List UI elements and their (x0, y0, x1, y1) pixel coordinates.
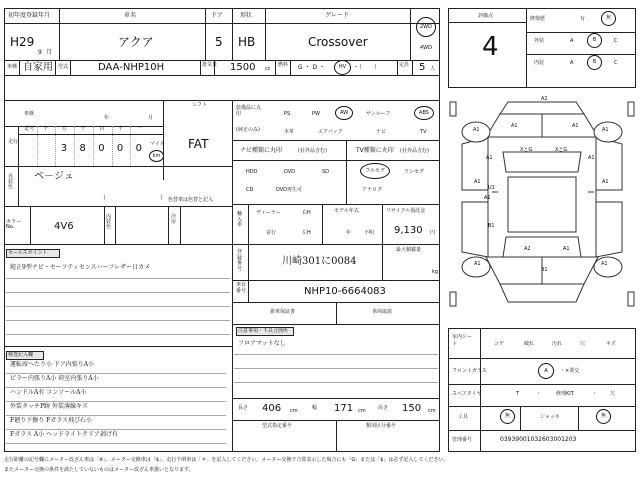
color-code: 4V6 (54, 221, 74, 232)
tv-label: TV種類に丸印 (356, 147, 394, 154)
navi-hdd: HDD (246, 169, 258, 175)
capacity: 5 (419, 62, 426, 73)
equip-abs-circle (414, 106, 434, 120)
navi-sub: (社外品含む) (298, 148, 327, 154)
mark-a1-front-l: A1 (486, 155, 493, 161)
mark-a1-hood-r: A1 (572, 123, 579, 129)
mileage-digit: 3 (60, 143, 68, 154)
equip-tv: TV (420, 129, 427, 135)
month-unit: 月 (46, 49, 53, 56)
width-value: 171 (334, 403, 354, 414)
inspector-line: Fガラス A小 ヘッドライトクリア剥げ有 (10, 431, 118, 438)
mileage-header: 十 (43, 126, 49, 132)
km-circle (149, 150, 164, 162)
drive-2wd-circle (416, 17, 436, 37)
equip-sunroof: サンルーフ (366, 111, 391, 117)
spare-tire-label: スペアタイヤ (452, 391, 482, 397)
displacement: 1500 (230, 62, 256, 73)
front-glass-circle (538, 363, 554, 379)
inspector-line: F廻り下擦り Fガラス飛び石小 (10, 417, 93, 424)
footer-line2: またメーター交換の条件を満たしていないものはメーター改ざん車扱いとなります。 (4, 467, 194, 473)
color-code-label: カラーNo. (6, 219, 22, 230)
inspector-line: 運転席へたり小 ドア内張りA小 (10, 361, 95, 368)
int-b: B (592, 59, 597, 65)
height-value: 150 (402, 403, 422, 414)
mark-b1-mid: B1 (488, 223, 495, 229)
navi-label: ナビ種類に丸印 (240, 147, 283, 154)
mark-u1: U1 (488, 185, 495, 191)
type-label: 型式 (58, 64, 69, 70)
grade-label: グレード (325, 12, 350, 19)
sheet-burn: コゲ (494, 341, 505, 347)
spare-dot1: ・ (536, 391, 542, 397)
mile-unit: マイル (150, 141, 165, 147)
int-b-circle (587, 55, 602, 70)
sheet-scratch: キズ (606, 341, 616, 347)
inspector-label: 検査記入欄 (8, 352, 34, 358)
recycle-unit: 円 (430, 230, 436, 236)
front-glass-extra: ・×要交 (560, 368, 580, 374)
displacement-label: 排気量 (202, 62, 218, 68)
import-label: 輸入車 (237, 211, 243, 228)
ext-label: 外装 (534, 38, 545, 44)
jack-label: ジャッキ (540, 414, 560, 420)
fuel-paren: ・（ ） (353, 64, 381, 71)
navi-cd: CD (246, 187, 254, 193)
color-value: ペ－ジュ (34, 171, 74, 182)
mileage-header: 記号 (24, 126, 35, 132)
drive-2wd: 2WD (420, 24, 432, 30)
fuel-label: 燃料 (278, 62, 289, 68)
model-year-unit: 年 (346, 230, 352, 236)
mark-a2-top: A2 (541, 96, 548, 102)
car-name-label: 車名 (124, 12, 137, 19)
ext-b-circle (587, 33, 602, 48)
equip-aw-circle (335, 106, 353, 120)
mileage-header: 万 (61, 126, 67, 132)
car-name: アクア (118, 35, 154, 49)
tv-fullseg-circle (360, 163, 390, 179)
equipment-label: 装備品に丸印 (236, 105, 262, 117)
width-unit: cm (358, 408, 366, 414)
mileage-header: 千 (80, 126, 86, 132)
inspector-notes (10, 362, 230, 452)
interior-color-label: 内装色 (106, 214, 112, 230)
front-glass-label: フロントガラス (452, 368, 487, 374)
length-label: 長さ (238, 405, 249, 411)
mark-a1-rt-l: A1 (474, 261, 481, 267)
ext-b: B (592, 37, 597, 43)
equip-airbag: エアバック (318, 129, 343, 135)
maxload-label: 最大積載量 (396, 247, 422, 253)
repair-no: 無 (605, 15, 611, 21)
color-paren-close: ） (160, 195, 167, 202)
reg-date-label: 初年度登録年月 (8, 12, 51, 19)
mileage-digit: 8 (79, 143, 86, 154)
equipment-sub: (純正のみ) (236, 127, 260, 133)
color-note: 色替車は色替と記入 (168, 197, 214, 203)
mark-a1-front-r: A1 (588, 155, 595, 161)
sheet-hole: 穴 (580, 341, 586, 347)
notes-label: 注意事項・不具合箇所 (238, 328, 289, 334)
footer-line1: 走行距離の記号欄にメーター改ざん車は「※」、メーター交換車は「$」、走行不明車は「＃」を記入してください。メーター交換で合算表示した場合にも「G」または「$」は必ず記入してください。 (4, 457, 449, 463)
repair-label: 修復歴 (530, 16, 546, 22)
maxload-unit: kg (432, 269, 439, 275)
class-number-label: 類別区分番号 (366, 423, 397, 429)
import-right: 右H (302, 210, 311, 216)
tv-fullseg: フルセグ (365, 168, 385, 174)
repair-yes: 有 (580, 16, 586, 22)
sales-point-value: 純正9型ナビ・セーフティセンスハーフレザー日カメ (10, 264, 151, 271)
mark-xg-l: XとG (520, 147, 533, 153)
mark-b1-rear: B1 (541, 267, 548, 273)
mark-a1-rear: A1 (563, 246, 570, 252)
spare-t: T (516, 391, 520, 397)
reg-month: 9 (38, 49, 42, 56)
jack-circle (596, 409, 611, 424)
inspector-line: ハンドルA有 コンソールA小 (10, 389, 87, 396)
kind-value: 自家用 (23, 62, 53, 73)
model-year-unknown: 不明 (364, 230, 375, 236)
tv-sub: (社外品含む) (400, 148, 429, 154)
import-dealer: ディーラー (256, 210, 281, 216)
score-value: 4 (482, 32, 499, 62)
ext-a: A (570, 38, 574, 44)
tools-circle (500, 409, 515, 424)
recycle-deposit: 9,130 (394, 225, 423, 236)
mileage-label: 走行 (8, 139, 19, 145)
repair-no-circle (601, 11, 616, 26)
import-parallel: 並行 (266, 230, 277, 236)
spare-missing: 欠 (610, 391, 616, 397)
equip-pw: PW (312, 111, 320, 117)
front-glass-value: A (544, 368, 548, 374)
fuel-options: G ・ D ・ (298, 64, 325, 71)
tools-label: 工具 (458, 414, 469, 420)
reg-year: H29 (10, 35, 35, 49)
capacity-label: 定員 (399, 62, 410, 68)
score-label: 評価点 (478, 13, 494, 19)
mark-a1-ft-r: A1 (602, 127, 609, 133)
width-label: 幅 (312, 405, 318, 411)
mileage-header: 一 (136, 126, 142, 132)
mark-a1-hood-l: A1 (511, 123, 518, 129)
mileage-digit: 0 (135, 143, 143, 154)
length-unit: cm (290, 408, 298, 414)
mark-a1-mid: A1 (484, 195, 491, 201)
mileage-header: 百 (99, 126, 105, 132)
owner-manual: 車両取説 (372, 309, 393, 315)
km-unit: km (152, 153, 161, 159)
mark-a1-side-r: A1 (602, 179, 609, 185)
inspect-month: 月 (148, 115, 154, 121)
mileage-digit: 0 (116, 143, 124, 154)
sales-point-label: セールスポイント (8, 250, 48, 256)
mgmt-value: 0393900103260300120З (500, 436, 577, 443)
fuel-hv: HV (338, 64, 347, 70)
door-label: ドア (211, 12, 223, 19)
mark-a1-rt-r: A1 (601, 261, 608, 267)
tools-value: 無 (504, 413, 510, 419)
navi-dvd-play: DVD再生可 (276, 187, 303, 193)
capacity-unit: 人 (430, 66, 436, 72)
int-label: 内装 (534, 60, 545, 66)
doors: 5 (215, 35, 223, 49)
model-code: DAA-NHP10H (98, 62, 165, 73)
equip-ps: PS (284, 111, 291, 117)
mark-a1-ft-l: A1 (473, 127, 480, 133)
recycle-deposit-label: リサイクル預託金 (386, 208, 426, 214)
notes-value: フロアマットなし (238, 340, 286, 347)
sheet-dirt: 汚れ (552, 341, 563, 347)
mileage-digit: 0 (98, 143, 105, 154)
tv-analog: アナログ (362, 187, 383, 193)
tv-oneseg: ワンセグ (404, 169, 425, 175)
navi-dvd: DVD (284, 169, 296, 175)
mark-a1-side-l: A1 (474, 179, 481, 185)
type-cert-label: 型式指定番号 (262, 423, 293, 429)
shape-label: 形状 (240, 12, 253, 19)
shift-label: シフト (192, 102, 208, 108)
equip-navi: ナビ (376, 129, 387, 135)
model-year-label: モデル年式 (334, 208, 359, 214)
inspect-year: 年 (104, 115, 110, 121)
color-paren: （ (100, 195, 107, 202)
chassis-value: NHP10-6664083 (304, 286, 386, 297)
inspector-line: 外装タッチP跡 外装薄線キズ (10, 403, 88, 410)
height-label: 高さ (378, 405, 389, 411)
kind-label: 車種 (7, 64, 18, 70)
fuel-hv-circle (334, 60, 351, 75)
chassis-label: 車台番号 (236, 282, 247, 294)
int-a: A (570, 60, 574, 66)
ext-c: C (614, 38, 618, 44)
new-car-warranty: 新車保証書 (270, 309, 296, 315)
import-left: 左H (302, 230, 311, 236)
color-label: 外装色 (8, 174, 14, 190)
mark-a2-rear: A2 (524, 246, 531, 252)
cc-unit: cc (265, 66, 271, 72)
equip-leather: 本革 (284, 129, 295, 135)
jack-value: 無 (600, 413, 606, 419)
int-c: C (614, 60, 618, 66)
mileage-grid (18, 126, 149, 166)
spare-kit: 修理KIT (556, 391, 574, 397)
grade: Crossover (308, 35, 368, 49)
shift-value: FAT (188, 137, 209, 151)
recycle-label: 冷房 (171, 214, 177, 225)
plate-label: 登録番号 (237, 249, 243, 272)
equip-aw: AW (339, 110, 349, 116)
mgmt-label: 管理番号 (452, 437, 473, 443)
inspector-line: ピラー内張りA小 荷室内張りA小 (10, 375, 99, 382)
sheet-tear: 破れ (524, 341, 535, 347)
length-value: 406 (262, 403, 282, 414)
spare-dot2: ・ (592, 391, 598, 397)
inspect-label: 車検 (24, 111, 35, 117)
navi-sd: SD (322, 169, 330, 175)
mark-xg-r: XとG (555, 147, 568, 153)
height-unit: cm (428, 408, 436, 414)
sheet-label: 室内シート (452, 334, 473, 347)
mileage-header: 十 (117, 126, 123, 132)
drive-4wd: 4WD (420, 45, 432, 51)
equip-abs: ABS (419, 110, 429, 116)
shape: HB (238, 35, 256, 49)
plate-value: 川崎301に0084 (282, 256, 357, 267)
